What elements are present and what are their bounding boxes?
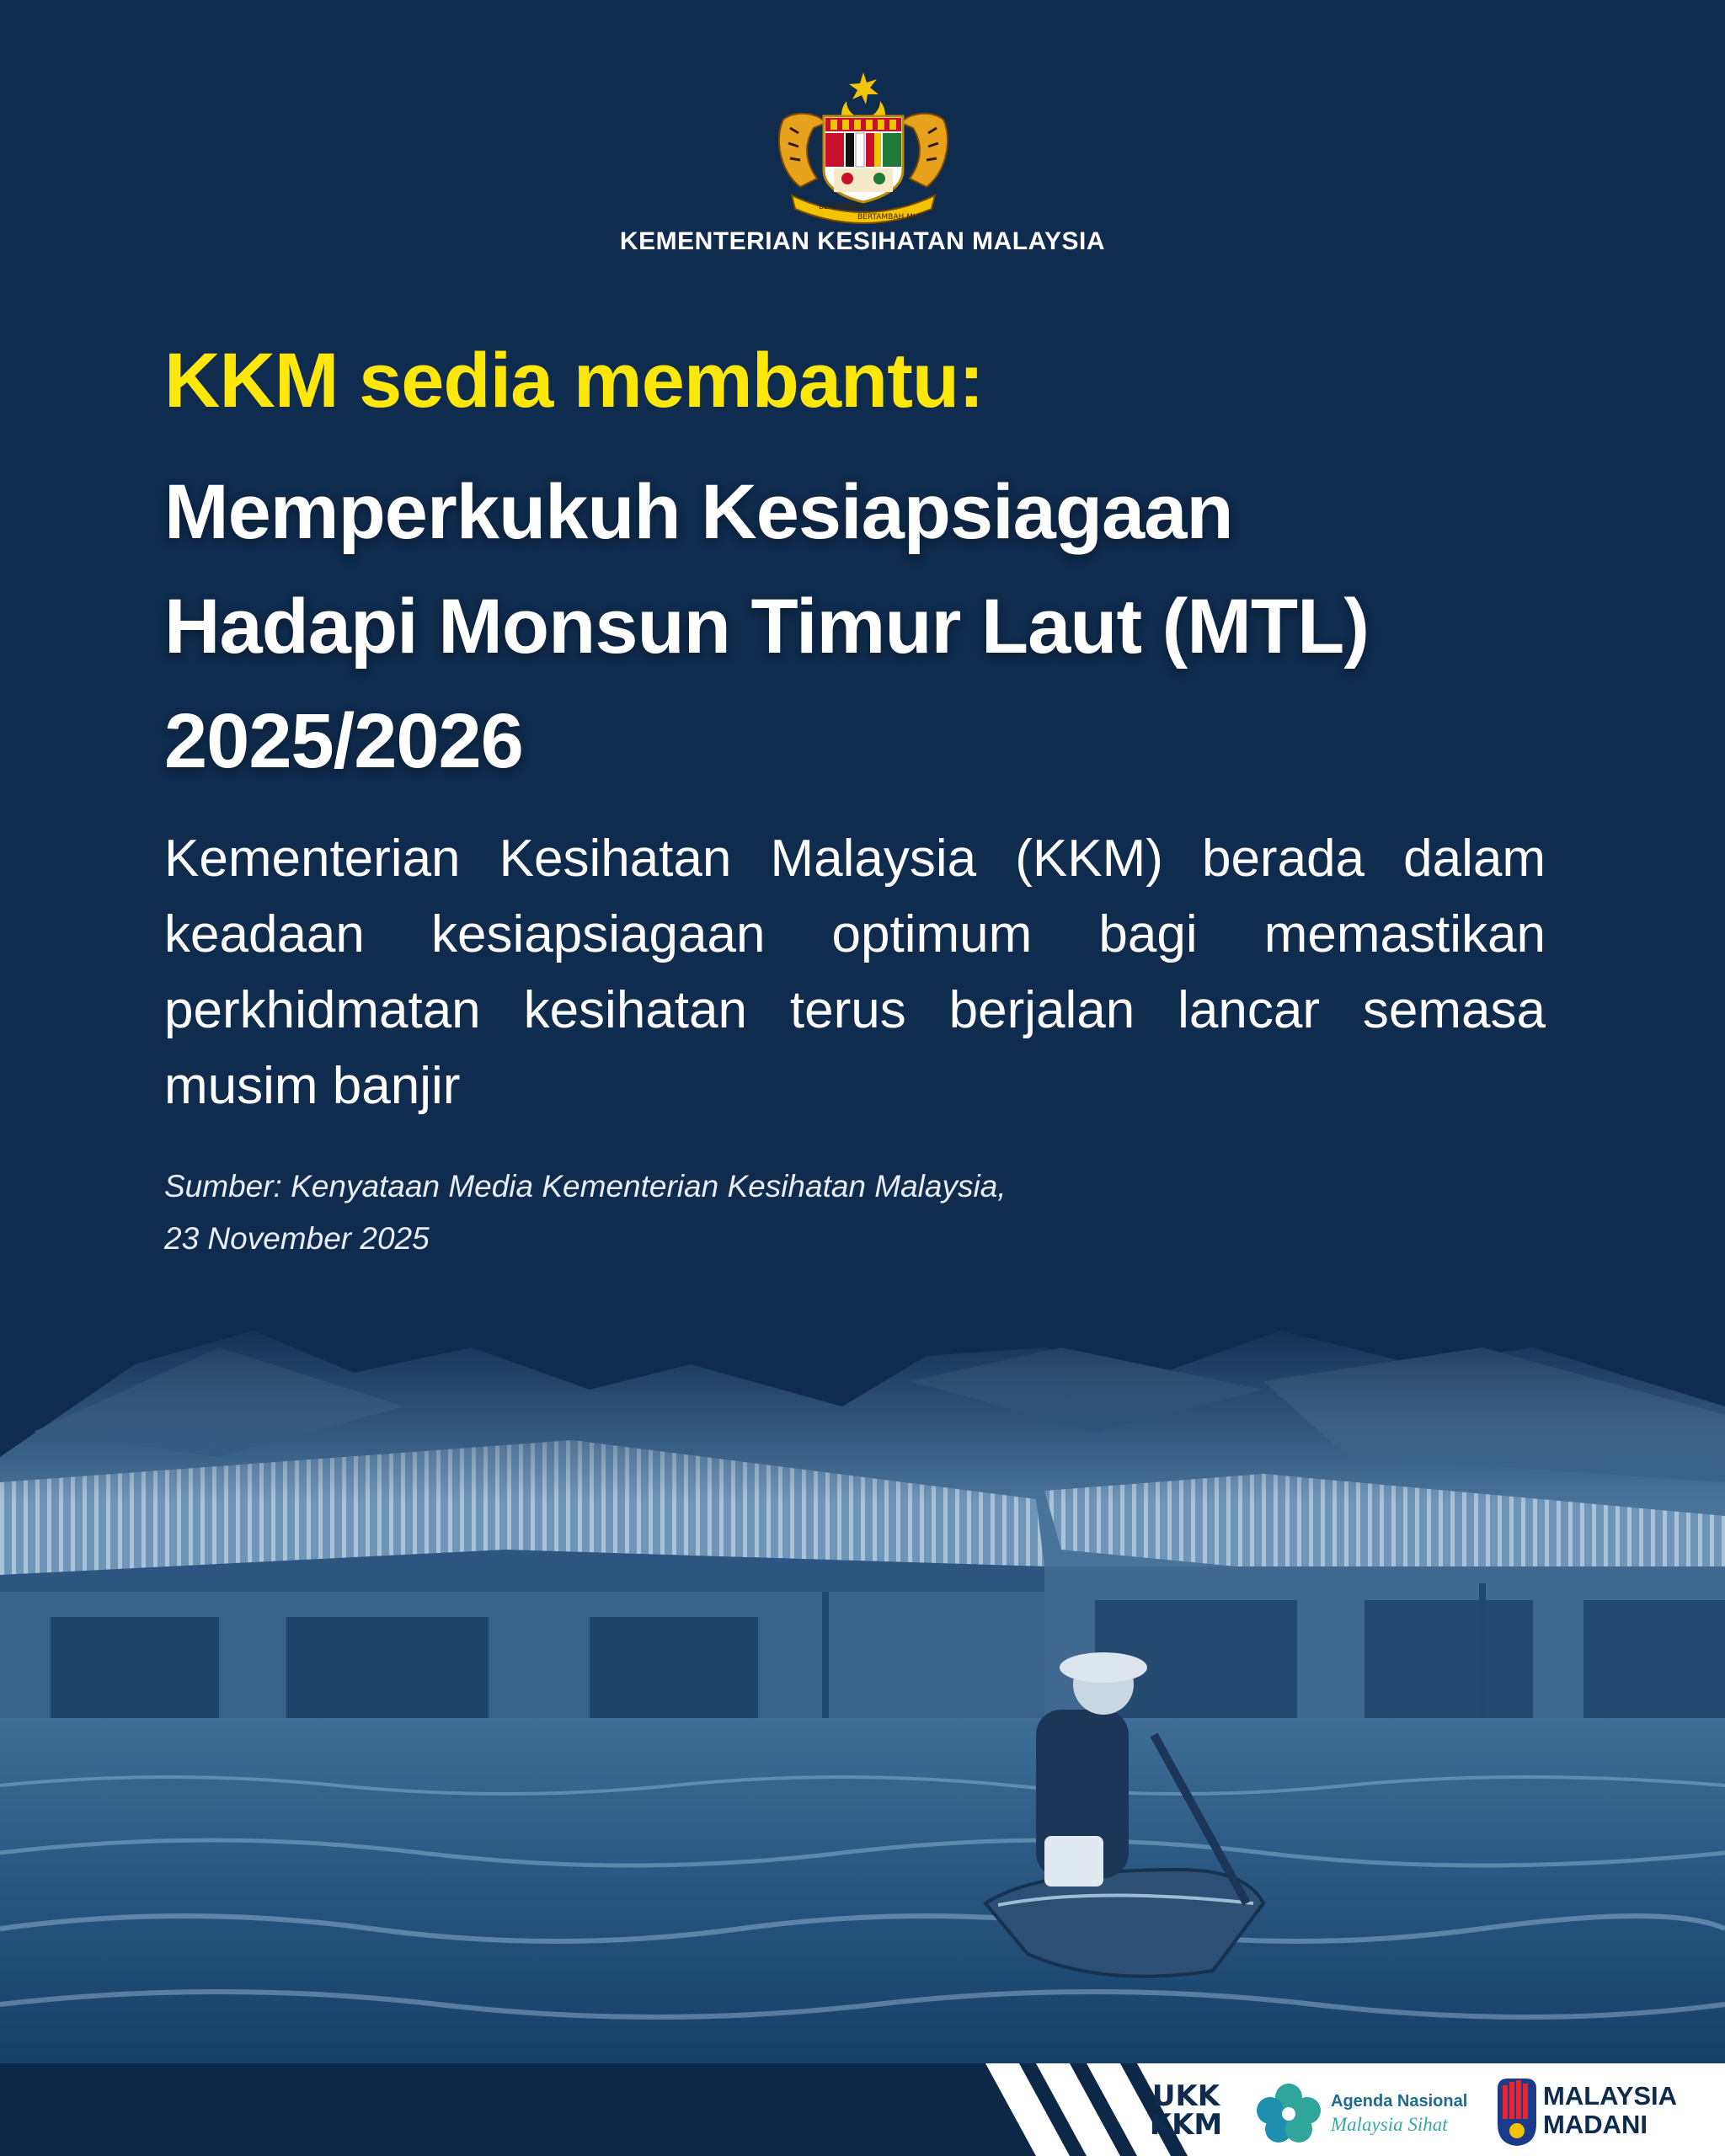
headline-line-2: Hadapi Monsun Timur Laut (MTL) <box>164 584 1369 670</box>
body-paragraph: Kementerian Kesihatan Malaysia (KKM) berada dalam keadaan kesiapsiagaan optimum bagi memastikan perkhidmatan kesihatan terus berjalan lancar semasa musim banjir <box>164 830 1546 1115</box>
malaysia-text: MALAYSIA <box>1543 2081 1678 2111</box>
source-line-1: Sumber: Kenyataan Media Kementerian Kesihatan Malaysia, <box>164 1169 1007 1203</box>
kicker-title: KKM sedia membantu: <box>164 338 984 424</box>
malaysia-sihat-text: Malaysia Sihat <box>1331 2114 1448 2135</box>
ukk-text: UKK <box>1151 2079 1220 2113</box>
coat-of-arms-icon <box>766 69 960 229</box>
madani-text: MADANI <box>1543 2110 1648 2139</box>
headline-line-1: Memperkukuh Kesiapsiagaan <box>164 469 1233 555</box>
headline-line-3: 2025/2026 <box>164 698 523 784</box>
ukk-kkm-logo <box>1147 2079 1225 2143</box>
flood-scene-image <box>0 1314 1725 2072</box>
kkm-text: KKM <box>1149 2108 1223 2142</box>
svg-text:BERTAMBAH MUTU: BERTAMBAH MUTU <box>857 213 929 221</box>
source-line-2: 23 November 2025 <box>164 1221 430 1256</box>
ministry-name: KEMENTERIAN KESIHATAN MALAYSIA <box>619 227 1106 255</box>
hibiscus-logo-icon <box>1247 2073 1331 2149</box>
source-citation <box>164 1161 1007 1265</box>
agenda-nasional-text: Agenda Nasional <box>1331 2092 1468 2111</box>
madani-emblem-icon <box>1493 2073 1541 2149</box>
headline <box>164 455 1596 798</box>
svg-text:BERSEKUTU: BERSEKUTU <box>819 203 864 211</box>
